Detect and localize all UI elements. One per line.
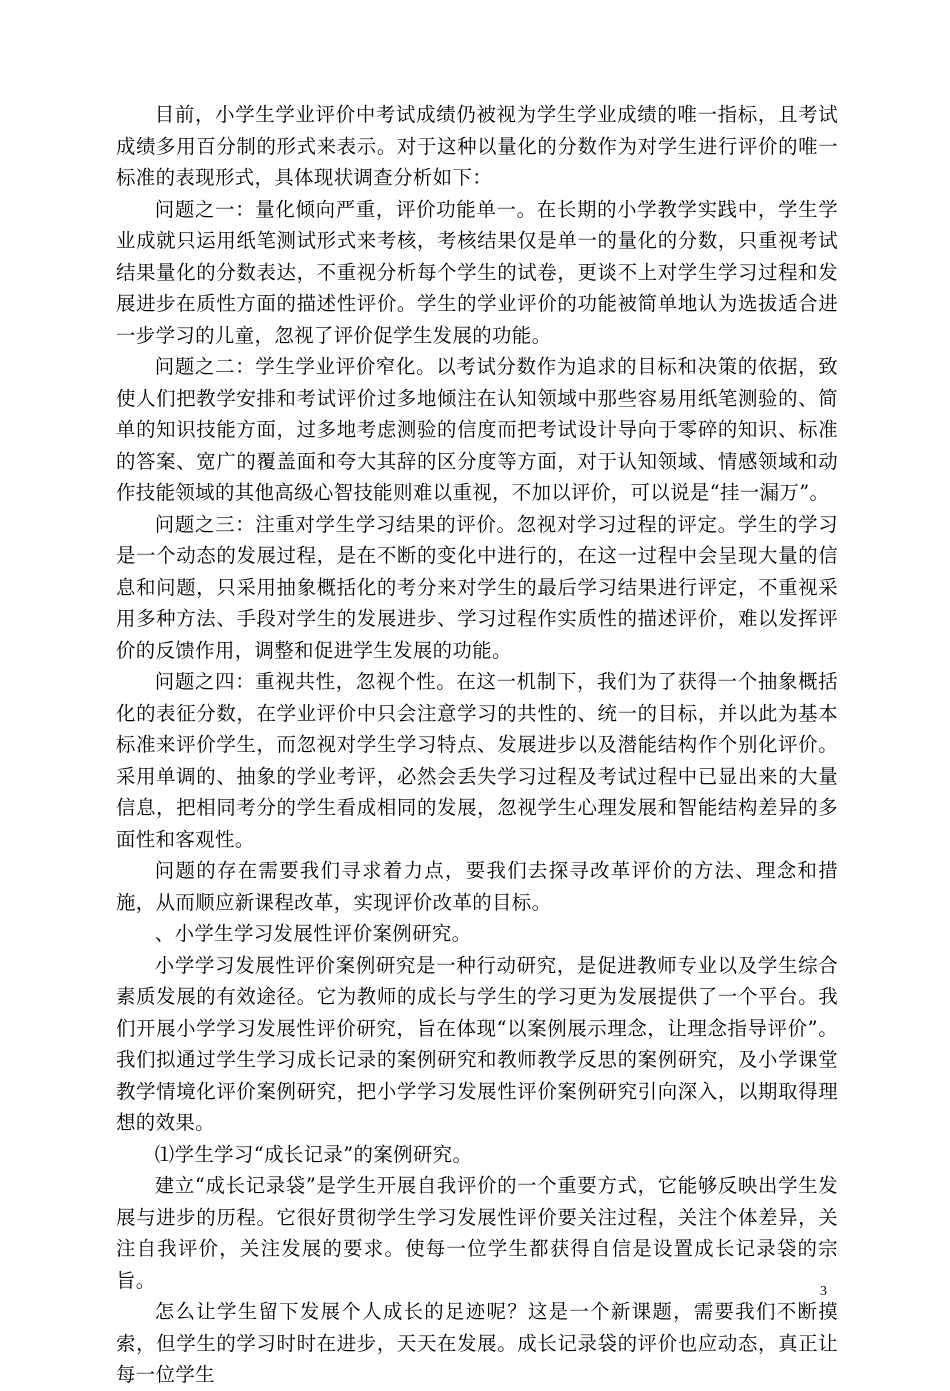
paragraph-summary: 问题的存在需要我们寻求着力点，要我们去探寻改革评价的方法、理念和措施，从而顺应新课程改革，实现评价改革的目标。 bbox=[116, 859, 838, 914]
paragraph-problem-3: 问题之三：注重对学生学习结果的评价。忽视对学习过程的评定。学生的学习是一个动态的发展过程，是在不断的变化中进行的，在这一过程中会呈现大量的信息和问题，只采用抽象概括化的考分来对学生的最后学习结果进行评定，不重视采用多种方法、手段对学生的发展进步、学习过程作实质性的描述评价，难以发挥评价的反馈作用，调整和促进学生发展的功能。 bbox=[116, 512, 838, 662]
document-body bbox=[116, 99, 838, 1391]
paragraph-growth-footprint: 怎么让学生留下发展个人成长的足迹呢？这是一个新课题，需要我们不断摸索，但学生的学习时时在进步，天天在发展。成长记录袋的评价也应动态，真正让每一位学生 bbox=[116, 1300, 838, 1386]
paragraph-problem-1: 问题之一：量化倾向严重，评价功能单一。在长期的小学教学实践中，学生学业成就只运用纸笔测试形式来考核，考核结果仅是单一的量化的分数，只重视考试结果量化的分数表达，不重视分析每个学生的试卷，更谈不上对学生学习过程和发展进步在质性方面的描述性评价。学生的学业评价的功能被简单地认为选拔适合进一步学习的儿童，忽视了评价促学生发展的功能。 bbox=[116, 197, 838, 347]
paragraph-problem-2: 问题之二：学生学业评价窄化。以考试分数作为追求的目标和决策的依据，致使人们把教学安排和考试评价过多地倾注在认知领域中那些容易用纸笔测验的、简单的知识技能方面，过多地考虑测验的信度而把考试设计导向于零碎的知识、标准的答案、宽广的覆盖面和夸大其辞的区分度等方面，对于认知领域、情感领域和动作技能领域的其他高级心智技能则难以重视，不加以评价，可以说是“挂一漏万”。 bbox=[116, 355, 838, 504]
paragraph-problem-4: 问题之四：重视共性，忽视个性。在这一机制下，我们为了获得一个抽象概括化的表征分数，在学业评价中只会注意学习的共性的、统一的目标，并以此为基本标准来评价学生，而忽视对学生学习特点、发展进步以及潜能结构作个别化评价。采用单调的、抽象的学业考评，必然会丢失学习过程及考试过程中已显出来的大量信息，把相同考分的学生看成相同的发展，忽视学生心理发展和智能结构差异的多面性和客观性。 bbox=[116, 670, 838, 851]
paragraph-intro: 目前，小学生学业评价中考试成绩仍被视为学生学业成绩的唯一指标，且考试成绩多用百分制的形式来表示。对于这种以量化的分数作为对学生进行评价的唯一标准的表现形式，具体现状调查分析如下： bbox=[116, 103, 838, 189]
subheading-growth-record: ⑴学生学习“成长记录”的案例研究。 bbox=[154, 1142, 473, 1166]
section-heading-case-study: 、小学生学习发展性评价案例研究。 bbox=[154, 922, 472, 945]
paragraph-growth-record: 建立“成长记录袋”是学生开展自我评价的一个重要方式，它能够反映出学生发展与进步的历程。它很好贯彻学生学习发展性评价要关注过程，关注个体差异，关注自我评价，关注发展的要求。使每一位学生都获得自信是设置成长记录袋的宗旨。 bbox=[116, 1174, 838, 1292]
page-number: 3 bbox=[820, 1284, 827, 1299]
paragraph-case-study-intro: 小学学习发展性评价案例研究是一种行动研究，是促进教师专业以及学生综合素质发展的有效途径。它为教师的成长与学生的学习更为发展提供了一个平台。我们开展小学学习发展性评价研究，旨在体现“以案例展示理念，让理念指导评价”。我们拟通过学生学习成长记录的案例研究和教师教学反思的案例研究，及小学课堂教学情境化评价案例研究，把小学学习发展性评价案例研究引向深入，以期取得理想的效果。 bbox=[116, 953, 838, 1134]
